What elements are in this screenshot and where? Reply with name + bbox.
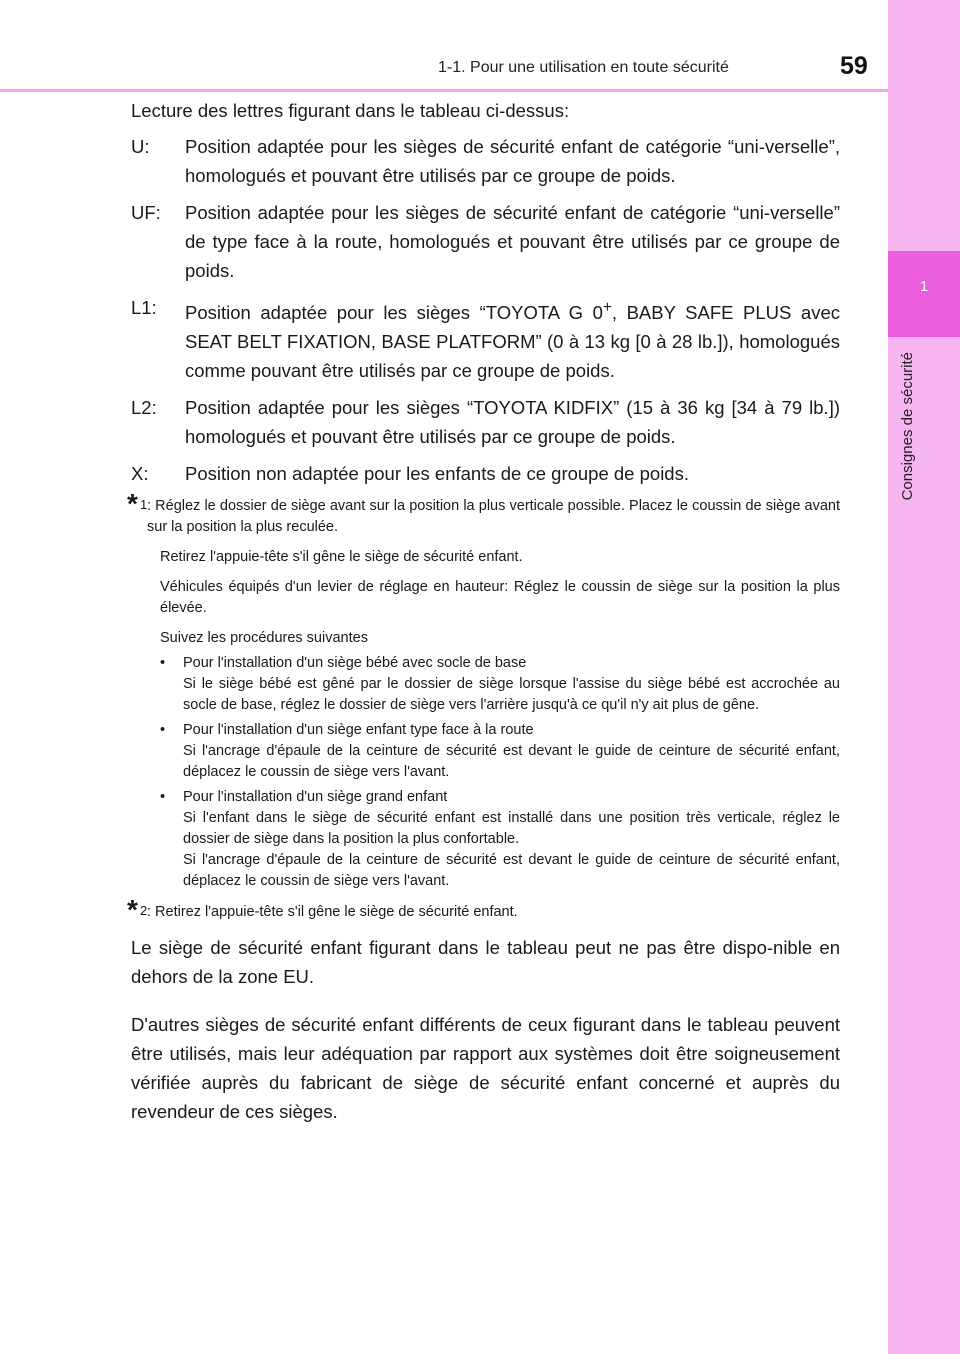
legend-code: L2:	[131, 397, 157, 419]
footnote-paragraph: Retirez l'appuie-tête s'il gêne le siège de sécurité enfant.	[160, 549, 523, 566]
header-divider	[0, 89, 888, 92]
bullet-title: Pour l'installation d'un siège bébé avec socle de base	[183, 655, 527, 672]
footnote-asterisk: *	[127, 894, 138, 926]
chapter-label-text: Consignes de sécurité	[899, 352, 916, 501]
footnote-1	[127, 488, 840, 538]
footnote-paragraph: Suivez les procédures suivantes	[160, 630, 368, 647]
bullet-dot-icon: •	[160, 655, 166, 672]
bullet-detail: Si le siège bébé est gêné par le dossier de siège lorsque l'assise du siège bébé est accrochée au socle de base, réglez le dossier de siège vers l'arrière jusqu'à ce qu'il n'y ait plus de gêne.	[183, 676, 840, 714]
bullet-title: Pour l'installation d'un siège grand enfant	[183, 789, 448, 806]
footnote-text: : Réglez le dossier de siège avant sur la position la plus verticale possible. Placez le coussin de siège avant sur la position la plus reculée.	[147, 498, 840, 536]
bullet-detail: Si l'enfant dans le siège de sécurité enfant est installé dans une position très verticale, réglez le dossier de siège dans la position la plus confortable.	[183, 810, 840, 848]
procedure-bullet	[160, 653, 840, 716]
chapter-number: 1	[919, 278, 929, 295]
legend-entry-u	[131, 132, 840, 190]
bullet-detail: Si l'ancrage d'épaule de la ceinture de sécurité est devant le guide de ceinture de sécurité enfant, déplacez le coussin de siège vers l'avant.	[183, 743, 840, 781]
legend-text: Position non adaptée pour les enfants de ce groupe de poids.	[185, 463, 689, 485]
legend-entry-l2	[131, 393, 840, 451]
bullet-dot-icon: •	[160, 722, 166, 739]
footnote-text: : Retirez l'appuie-tête s'il gêne le siège de sécurité enfant.	[147, 904, 518, 921]
footnote-asterisk: *	[127, 488, 138, 520]
legend-entry-x	[131, 459, 840, 488]
legend-text-part: , BABY SAFE PLUS avec SEAT BELT FIXATION, BASE PLATFORM” (0 à 13 kg [0 à 28 lb.]), homologués comme pouvant être utilisés par ce groupe de poids.	[185, 302, 840, 382]
footnote-index: 2	[140, 903, 148, 919]
bullet-detail: Si l'ancrage d'épaule de la ceinture de sécurité est devant le guide de ceinture de sécurité enfant, déplacez le coussin de siège vers l'avant.	[183, 852, 840, 890]
intro-text: Lecture des lettres figurant dans le tableau ci-dessus:	[131, 100, 570, 121]
body-paragraph: D'autres sièges de sécurité enfant différents de ceux figurant dans le tableau peuvent être utilisés, mais leur adéquation par rapport aux systèmes doit être soigneusement vérifiée auprès du fabricant de siège de sécurité enfant concerné et auprès du revendeur de ces sièges.	[131, 1013, 840, 1122]
footnote-index: 1	[140, 497, 148, 513]
footnote-paragraph: Véhicules équipés d'un levier de réglage en hauteur: Réglez le coussin de siège sur la position la plus élevée.	[160, 579, 840, 617]
legend-text: Position adaptée pour les sièges de sécurité enfant de catégorie “uni-verselle” de type face à la route, homologués et pouvant être utilisés par ce groupe de poids.	[185, 202, 840, 281]
page-content	[127, 98, 840, 1144]
bullet-title: Pour l'installation d'un siège enfant type face à la route	[183, 722, 534, 739]
chapter-side-tab	[888, 0, 960, 1354]
legend-code: U:	[131, 136, 150, 157]
body-paragraph: Le siège de sécurité enfant figurant dans le tableau peut ne pas être dispo-nible en dehors de la zone EU.	[131, 937, 840, 988]
legend-text	[185, 293, 840, 385]
legend-code: X:	[131, 463, 149, 485]
section-title: 1-1. Pour une utilisation en toute sécurité	[438, 59, 729, 76]
legend-entry-l1	[131, 293, 840, 385]
bullet-dot-icon: •	[160, 789, 166, 806]
procedure-bullet	[160, 720, 840, 783]
page-number: 59	[840, 52, 868, 80]
legend-text: Position adaptée pour les sièges de sécurité enfant de catégorie “uni-verselle”, homologués et pouvant être utilisés par ce groupe de poids.	[185, 136, 840, 186]
legend-entry-uf	[131, 198, 840, 285]
legend-code: L1:	[131, 297, 157, 318]
footnote-2	[127, 894, 840, 926]
procedure-bullet	[160, 787, 840, 892]
legend-superscript: +	[602, 299, 612, 316]
legend-text-part: Position adaptée pour les sièges “TOYOTA G 0	[185, 302, 603, 324]
legend-code: UF:	[131, 202, 161, 223]
chapter-label	[899, 352, 927, 532]
legend-text: Position adaptée pour les sièges “TOYOTA KIDFIX” (15 à 36 kg [34 à 79 lb.]) homologués et pouvant être utilisés par ce groupe de poids.	[185, 397, 840, 448]
